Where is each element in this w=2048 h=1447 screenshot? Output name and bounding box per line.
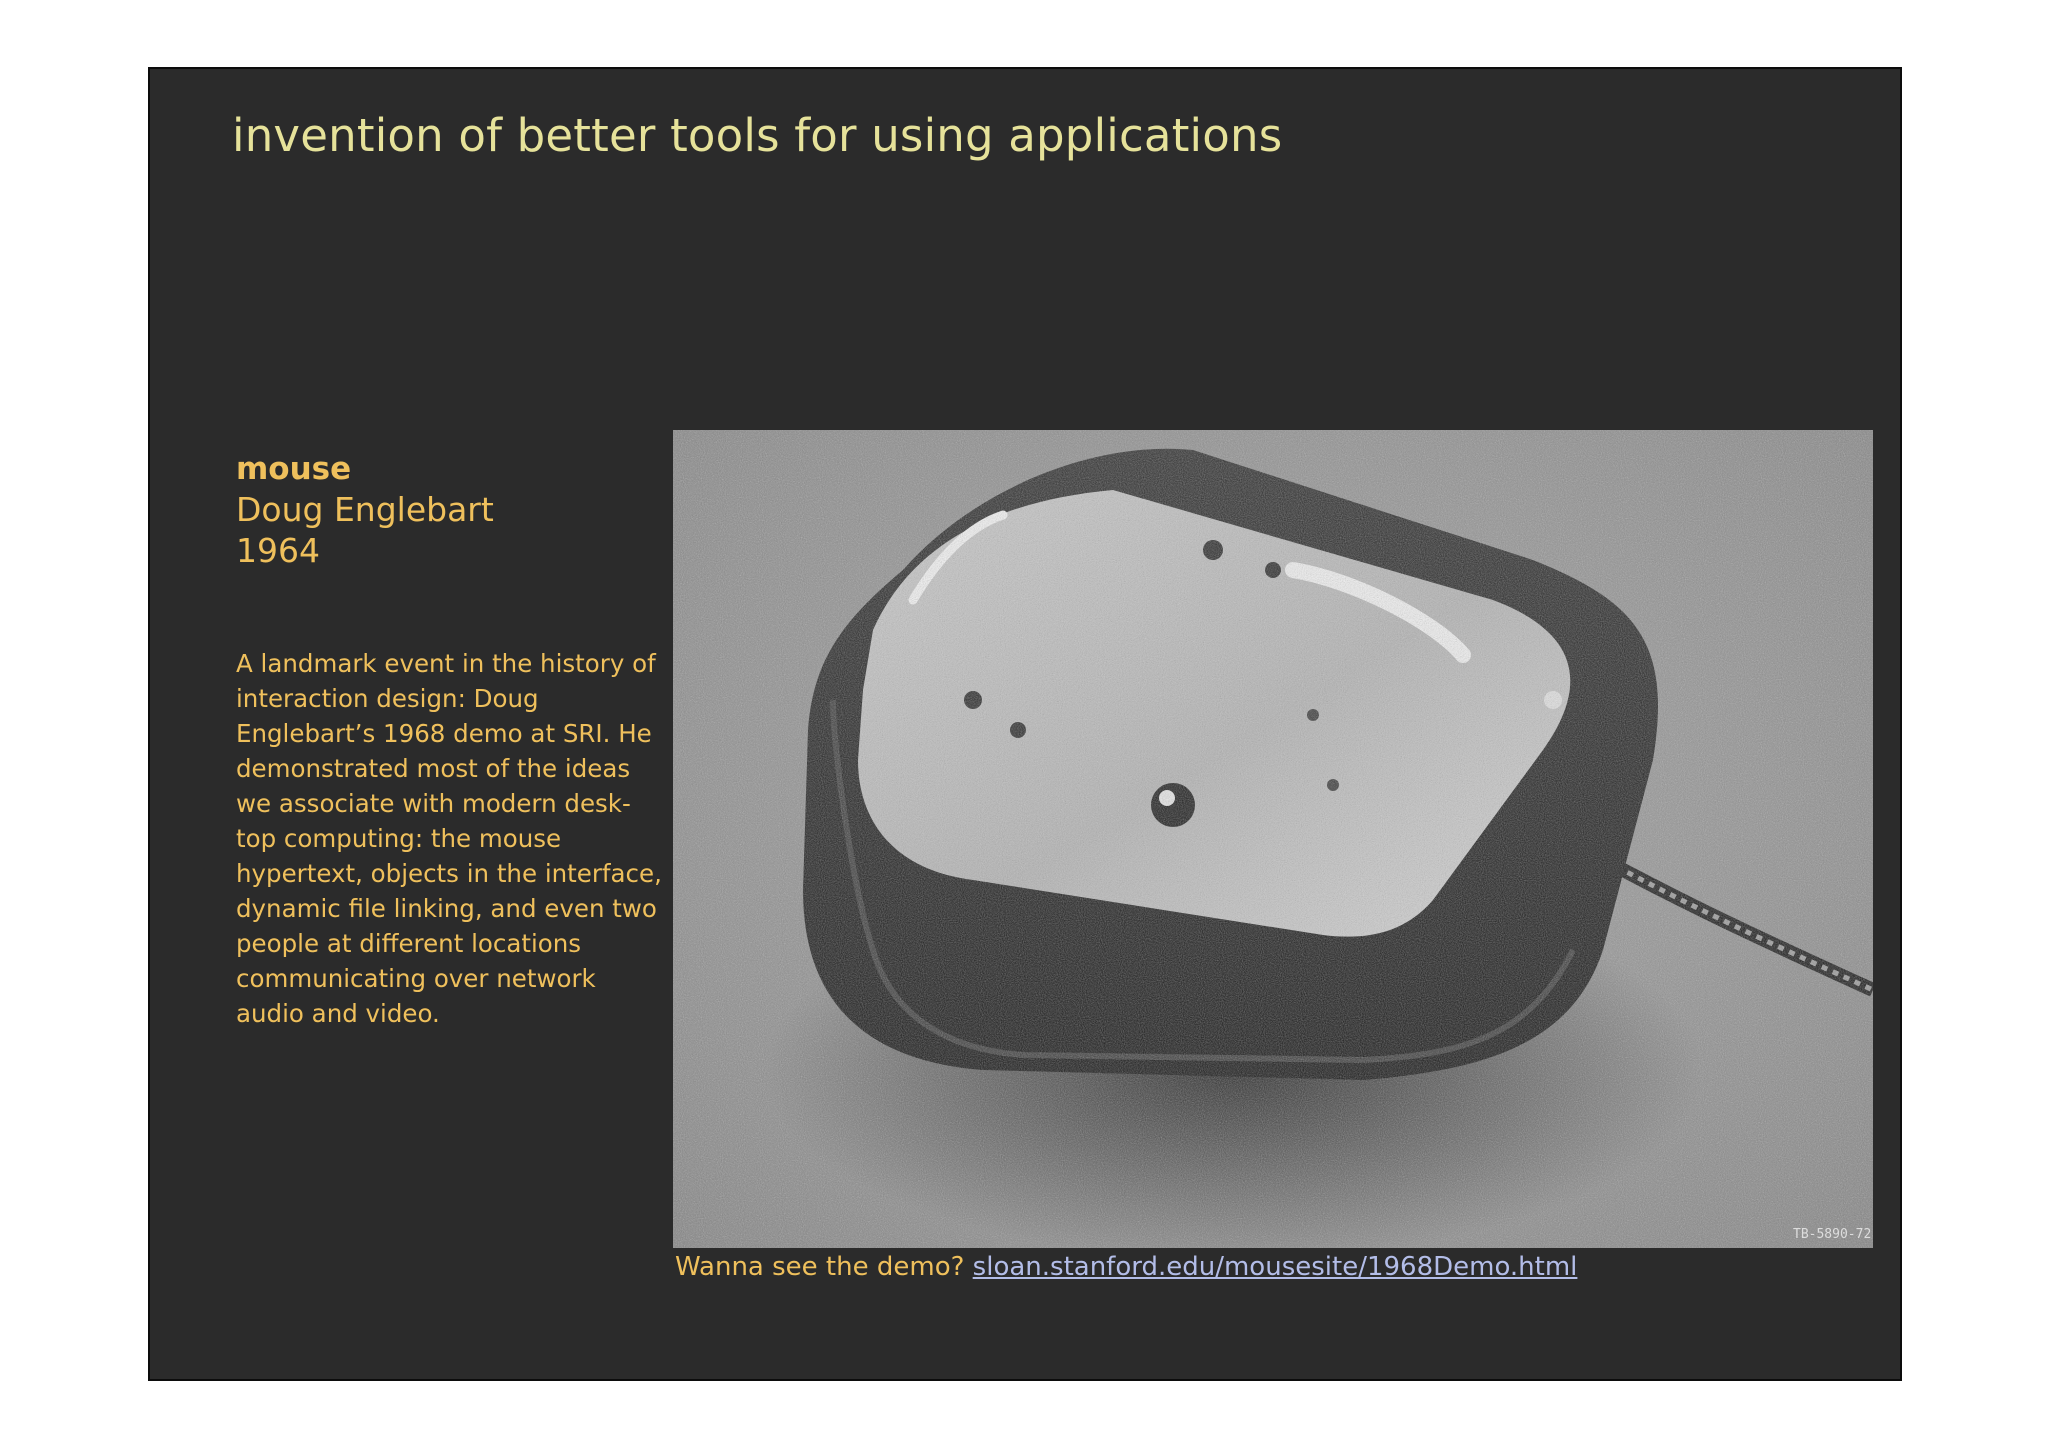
subject-block: [236, 449, 656, 571]
subject-year: 1964: [236, 531, 320, 570]
photo-stamp: TB-5890-72: [1793, 1227, 1872, 1242]
subject-inventor: Doug Englebart: [236, 490, 494, 529]
slide-title: invention of better tools for using applications: [232, 109, 1283, 162]
subject-name: mouse: [236, 451, 352, 487]
description-text: A landmark event in the history of interaction design: Doug Englebart’s 1968 demo at SRI. He demonstrated most of the ideas we associate with modern desk-top computing: the mouse hypertext, objects in the interface, dynamic file linking, and even two people at different locations communicating over network audio and video.: [236, 649, 662, 1028]
demo-prompt: Wanna see the demo?: [675, 1252, 965, 1282]
demo-caption: [675, 1252, 1577, 1282]
demo-link[interactable]: sloan.stanford.edu/mousesite/1968Demo.html: [972, 1252, 1578, 1282]
mouse-photo: [673, 430, 1873, 1248]
slide: [148, 67, 1902, 1381]
